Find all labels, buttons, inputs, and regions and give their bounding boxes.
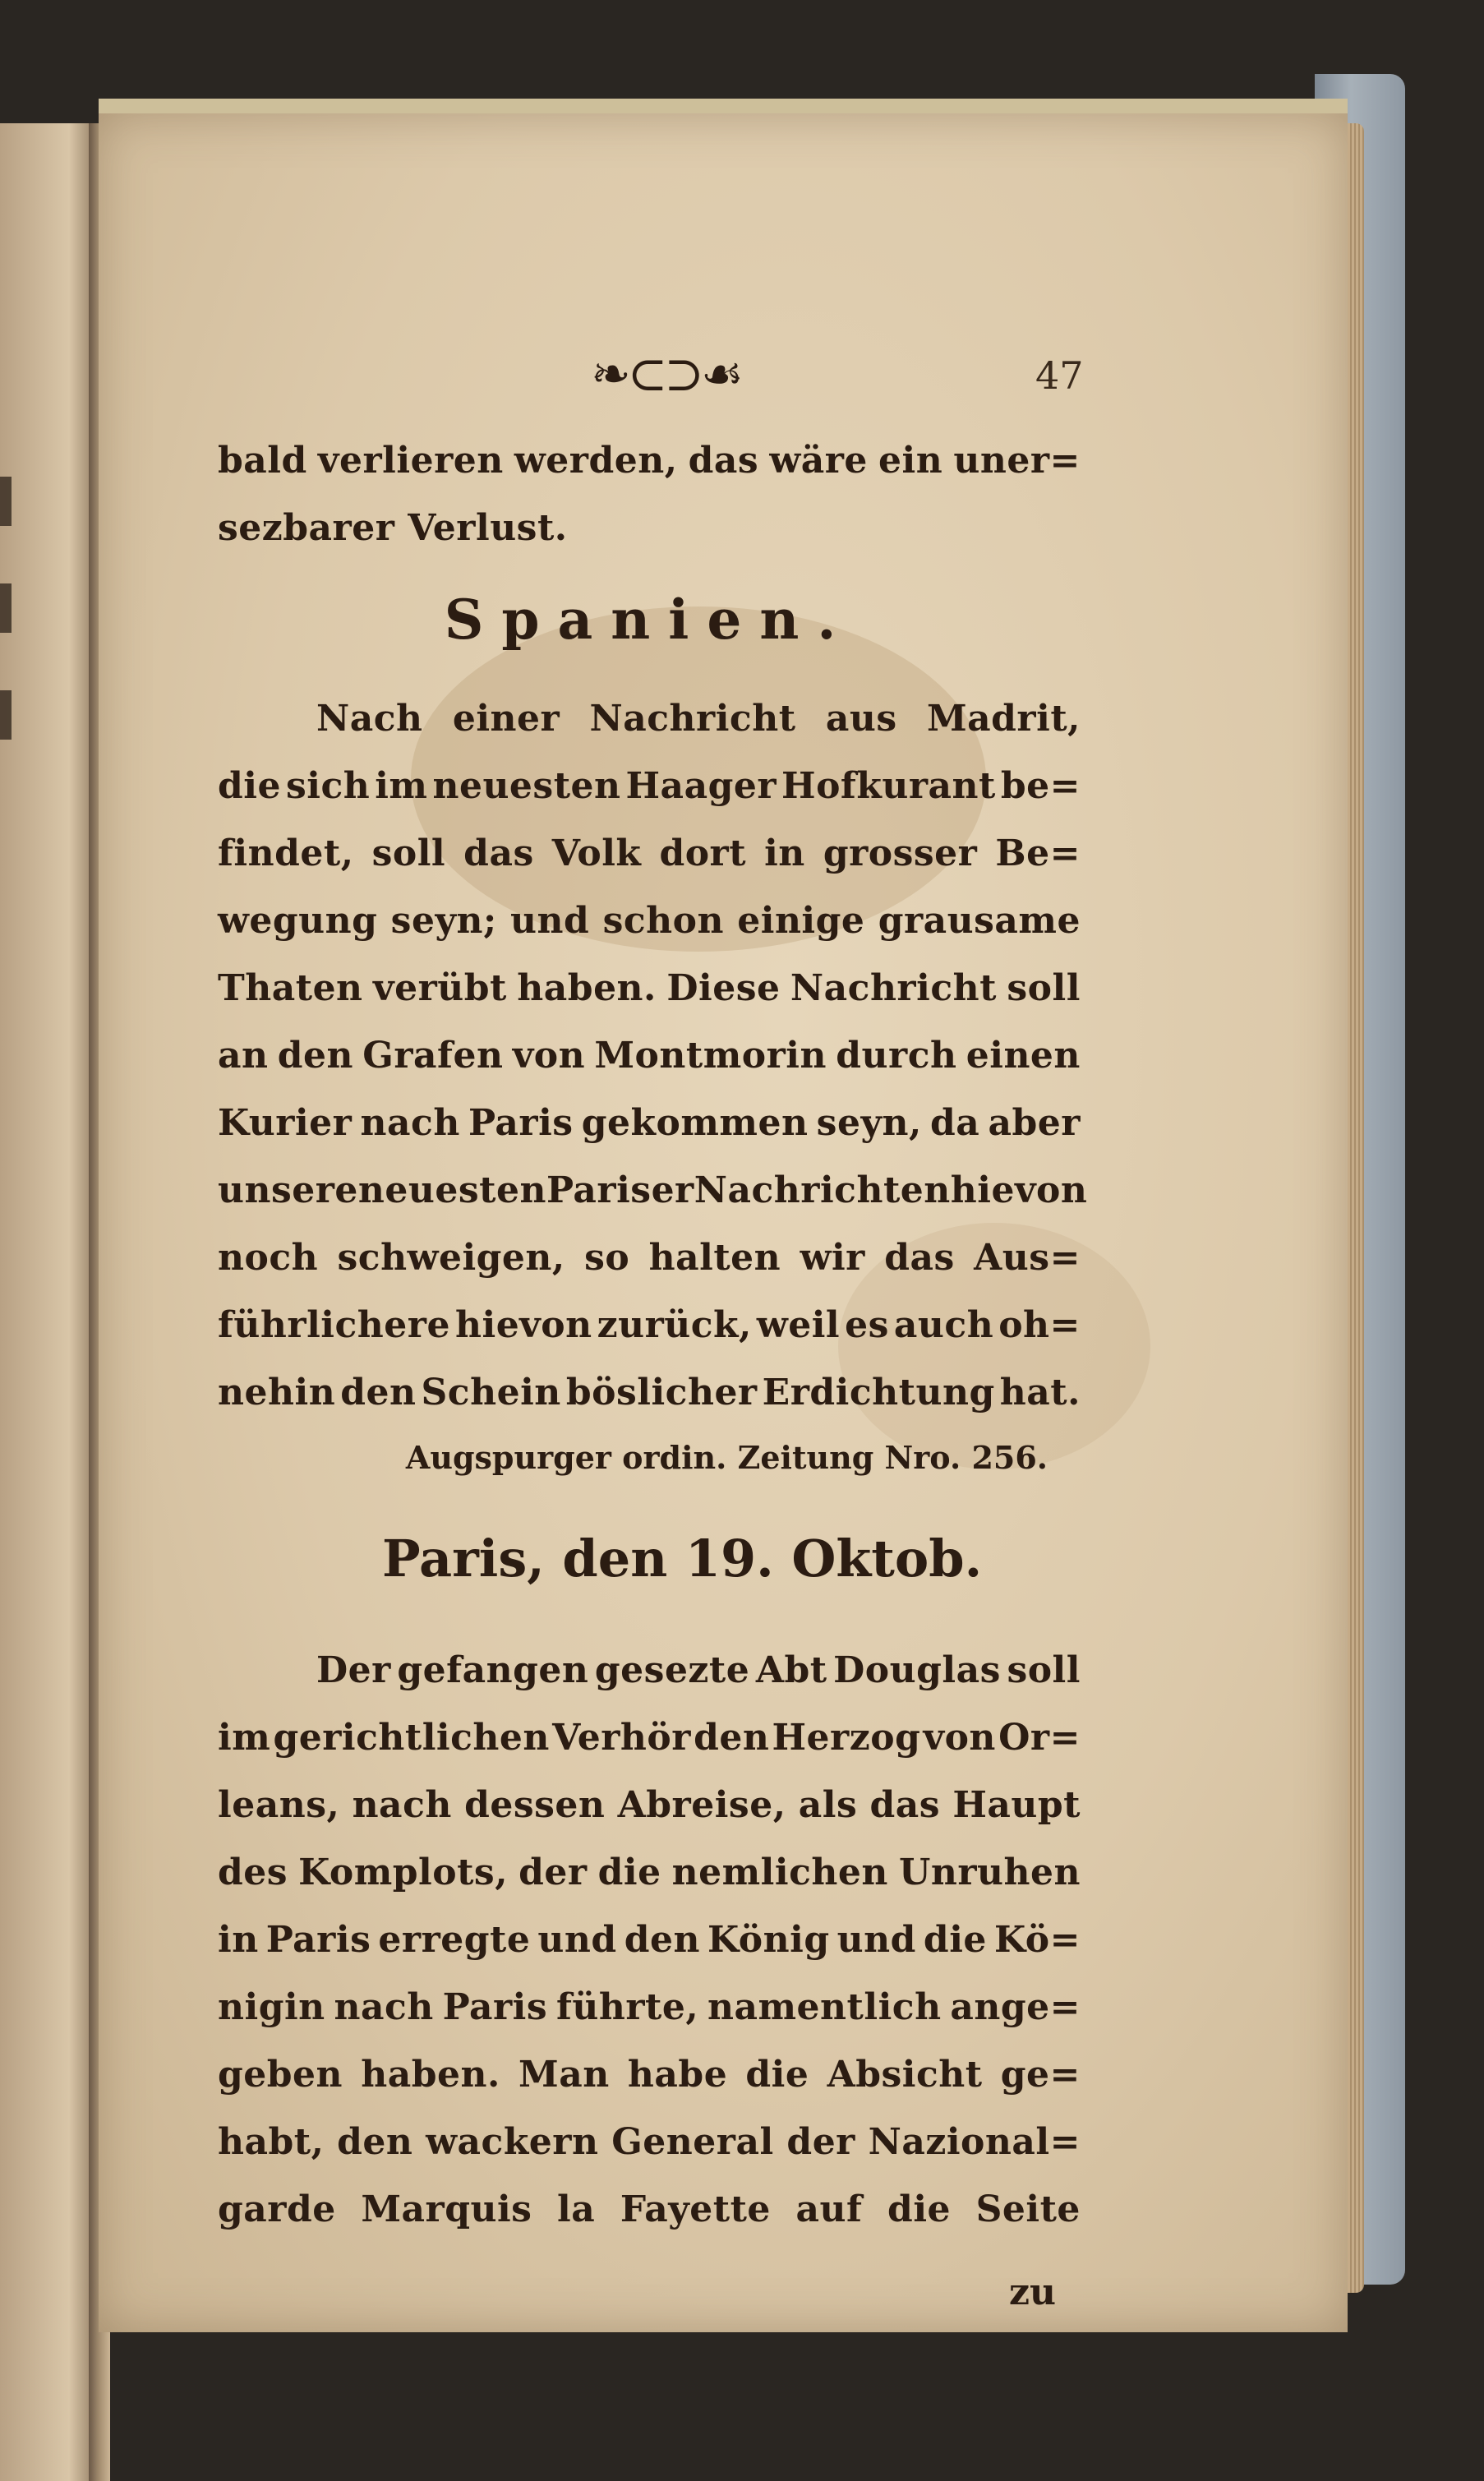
page-text	[218, 427, 1088, 2326]
article-spain	[218, 685, 1088, 1427]
text-line: garde Marquis la Fayette auf die Seite	[218, 2188, 1081, 2230]
text-line: noch schweigen, so halten wir das Aus=	[218, 1237, 1081, 1279]
text-line: Der gefangen gesezte Abt Douglas soll	[316, 1649, 1081, 1691]
text-line: nigin nach Paris führte, namentlich ange=	[218, 1986, 1081, 2028]
page-number: 47	[1035, 353, 1084, 398]
left-page-fragment	[0, 123, 99, 2481]
text-line: findet, soll das Volk dort in grosser Be=	[218, 832, 1081, 874]
text-line: Thaten verübt haben. Diese Nachricht soll	[218, 967, 1081, 1009]
text-line: nehin den Schein böslicher Erdichtung hat.	[218, 1372, 1081, 1413]
left-page-text-fragment	[0, 583, 12, 633]
text-line: Kurier nach Paris gekommen seyn, da aber	[218, 1102, 1081, 1144]
text-line: sezbarer Verlust.	[218, 507, 568, 549]
text-line: die sich im neuesten Haager Hofkurant be=	[218, 765, 1081, 807]
section-heading-spain: Spanien.	[444, 588, 855, 652]
text-line: des Komplots, der die nemlichen Unruhen	[218, 1852, 1081, 1893]
section-heading-paris: Paris, den 19. Oktob.	[382, 1529, 983, 1589]
article-continuation	[218, 427, 1081, 562]
source-citation: Augspurger ordin. Zeitung Nro. 256.	[405, 1439, 1048, 1476]
left-page-text-fragment	[0, 690, 12, 740]
text-line: führlichere hievon zurück, weil es auch oh=	[218, 1304, 1081, 1346]
left-page-text-fragment	[0, 477, 12, 526]
header-ornament: ❧⊂⊃☙	[591, 346, 740, 402]
text-line: leans, nach dessen Abreise, als das Haupt	[218, 1784, 1081, 1826]
text-line: bald verlieren werden, das wäre ein uner=	[218, 440, 1081, 482]
article-paris	[218, 1637, 1081, 2244]
text-line: Nach einer Nachricht aus Madrit,	[316, 698, 1081, 740]
text-line: in Paris erregte und den König und die Kö=	[218, 1919, 1081, 1961]
text-line: geben haben. Man habe die Absicht ge=	[218, 2054, 1081, 2096]
catchword: zu	[1009, 2271, 1056, 2313]
text-line: unsere neuesten Pariser Nachrichten hievon	[218, 1169, 1088, 1211]
text-line: wegung seyn; und schon einige grausame	[218, 900, 1081, 942]
text-line: habt, den wackern General der Nazional=	[218, 2121, 1081, 2163]
text-line: im gerichtlichen Verhör den Herzog von Or=	[218, 1717, 1081, 1759]
text-line: an den Grafen von Montmorin durch einen	[218, 1035, 1081, 1077]
